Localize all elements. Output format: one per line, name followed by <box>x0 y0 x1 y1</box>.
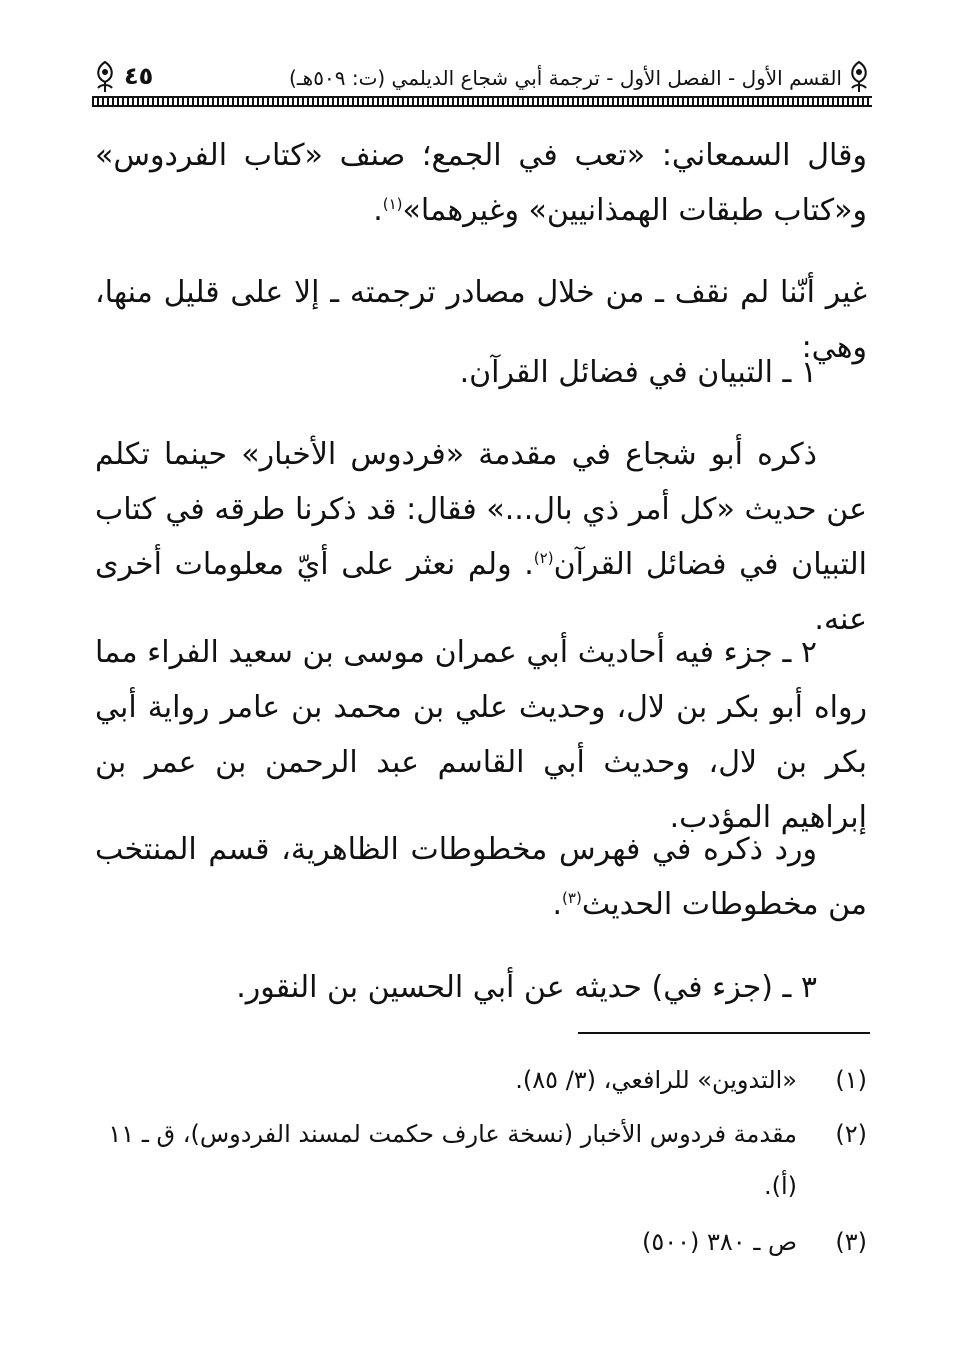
footnote-text: ص ـ ٣٨٠ (٥٠٠) <box>641 1228 797 1256</box>
paragraph-end: . <box>552 887 563 922</box>
footnote-ref-3: (٣) <box>562 889 582 907</box>
footnote-text: «التدوين» للرافعي، (٣/ ٨٥). <box>515 1066 797 1094</box>
footnote-text: (أ). <box>763 1172 797 1200</box>
paragraph-text: ٣ ـ (جزء في) حديثه عن أبي الحسين بن النقور. <box>236 970 817 1005</box>
paragraph-end: . ولم نعثر على أيّ معلومات أخرى عنه. <box>95 547 867 637</box>
paragraph-item-2-details <box>95 822 867 932</box>
paragraph-text: ورد ذكره في فهرس مخطوطات الظاهرية، قسم المنتخب من مخطوطات الحديث <box>95 832 867 922</box>
header-rule <box>92 96 872 107</box>
paragraph-end: . <box>373 193 383 228</box>
footnote-separator <box>578 1032 870 1034</box>
paragraph-text: غير أنّنا لم نقف ـ من خلال مصادر ترجمته ـ إلا على قليل منها، وهي: <box>95 275 867 365</box>
paragraph-item-2 <box>95 625 867 845</box>
paragraph-text: وقال السمعاني: «تعب في الجمع؛ صنف «كتاب الفردوس» و«كتاب طبقات الهمذانيين» وغيرهما» <box>95 138 867 228</box>
footnote-number: (١) <box>835 1066 867 1094</box>
item-1-title <box>95 345 867 400</box>
footnote-text: مقدمة فردوس الأخبار (نسخة عارف حكمت لمسند الفردوس)، ق ـ ١١ <box>108 1120 797 1148</box>
paragraph-text: ذكره أبو شجاع في مقدمة «فردوس الأخبار» حينما تكلم عن حديث «كل أمر ذي بال...» فقال: قد ذكرنا طرقه في كتاب التبيان في فضائل القرآن <box>95 437 867 582</box>
footnote-ref-1: (١) <box>382 195 403 213</box>
page-number: ٤٥ <box>124 62 154 90</box>
header-ornament-left-icon <box>92 60 118 94</box>
paragraph-item-1-details <box>95 427 867 647</box>
paragraph-text: ٢ ـ جزء فيه أحاديث أبي عمران موسى بن سعيد الفراء مما رواه أبو بكر بن لال، وحديث علي بن محمد بن عامر رواية أبي بكر بن لال، وحديث أبي القاسم عبد الرحمن بن عمر بن إبراهيم المؤدب. <box>95 635 867 835</box>
footnote-ref-2: (٢) <box>533 549 554 567</box>
footnote-number: (٢) <box>835 1120 867 1148</box>
header-ornament-right-icon <box>846 60 872 94</box>
item-3-title <box>95 960 867 1015</box>
running-header <box>92 60 872 106</box>
paragraph-samani-quote <box>95 128 867 238</box>
paragraph-text: ١ ـ التبيان في فضائل القرآن. <box>459 355 817 390</box>
header-title: القسم الأول - الفصل الأول - ترجمة أبي شجاع الديلمي (ت: ٥٠٩هـ) <box>289 66 842 90</box>
footnote-number: (٣) <box>835 1228 867 1256</box>
